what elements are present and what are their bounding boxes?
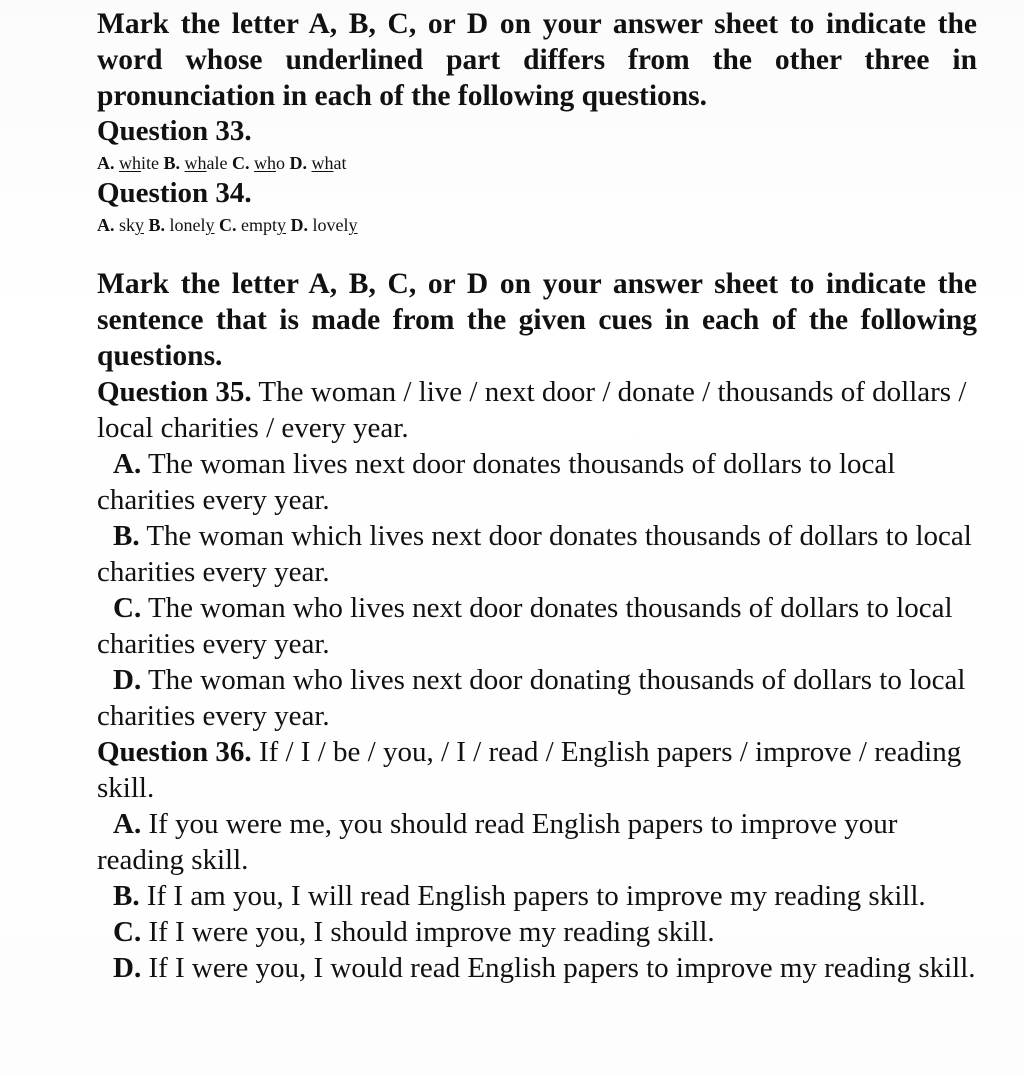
question-36-option-b <box>97 878 977 914</box>
question-34-options <box>97 212 977 238</box>
option-text: The woman lives next door donates thousands of dollars to local charities every year. <box>97 448 896 516</box>
q34-option-c-pre: empt <box>241 215 278 235</box>
question-35-option-c <box>97 590 977 662</box>
question-36-prompt-line <box>97 734 977 806</box>
q33-option-b-letter: B. <box>163 153 181 173</box>
option-text: The woman who lives next door donates thousands of dollars to local charities every year. <box>97 592 953 660</box>
option-letter: B. <box>113 520 140 552</box>
q33-option-a-rest: ite <box>141 153 159 173</box>
q33-option-a-letter: A. <box>97 153 115 173</box>
q33-option-d-underlined: wh <box>311 153 334 173</box>
q33-option-a-underlined: wh <box>119 153 141 173</box>
q33-option-c-letter: C. <box>232 153 250 173</box>
q34-option-c-underlined: y <box>277 215 287 235</box>
question-35-option-d <box>97 662 977 734</box>
q34-option-d-pre: lovel <box>312 215 349 235</box>
question-36-prompt: If / I / be / you, / I / read / English papers / improve / reading skill. <box>97 736 962 804</box>
question-33-title: Question 33. <box>97 115 252 147</box>
option-text: If I am you, I will read English papers to improve my reading skill. <box>146 880 926 912</box>
option-text: If I were you, I would read English papers to improve my reading skill. <box>148 952 976 984</box>
question-36-option-c <box>97 914 977 950</box>
section-gap <box>97 238 977 266</box>
q34-option-c-letter: C. <box>219 215 237 235</box>
q34-option-d-letter: D. <box>290 215 309 235</box>
q34-option-a-underlined: y <box>135 215 145 235</box>
q33-option-b-rest: ale <box>206 153 228 173</box>
q34-option-a-letter: A. <box>97 215 115 235</box>
option-letter: D. <box>113 664 142 696</box>
question-33-options <box>97 150 977 176</box>
question-35-prompt-line <box>97 374 977 446</box>
question-35-prompt: The woman / live / next door / donate / thousands of dollars / local charities / every year. <box>97 376 967 444</box>
q33-option-b-underlined: wh <box>184 153 207 173</box>
section2-instruction: Mark the letter A, B, C, or D on your answer sheet to indicate the sentence that is made from the given cues in each of the following questions. <box>97 268 977 372</box>
q34-option-d-underlined: y <box>348 215 358 235</box>
q34-option-a-pre: sk <box>119 215 136 235</box>
question-36-option-a <box>97 806 977 878</box>
q34-option-b-letter: B. <box>148 215 166 235</box>
option-text: The woman which lives next door donates thousands of dollars to local charities every year. <box>97 520 972 588</box>
option-letter: A. <box>113 448 142 480</box>
q34-option-b-underlined: y <box>205 215 215 235</box>
q33-option-c-rest: o <box>276 153 285 173</box>
option-text: If I were you, I should improve my reading skill. <box>148 916 715 948</box>
question-36-option-d <box>97 950 977 986</box>
option-text: The woman who lives next door donating thousands of dollars to local charities every year. <box>97 664 966 732</box>
question-36-title: Question 36. <box>97 736 252 768</box>
section1-instruction: Mark the letter A, B, C, or D on your answer sheet to indicate the word whose underlined part differs from the other three in pronunciation in each of the following questions. <box>97 8 977 112</box>
option-letter: C. <box>113 916 142 948</box>
option-letter: B. <box>113 880 140 912</box>
worksheet-content <box>97 6 977 986</box>
q33-option-d-rest: at <box>333 153 347 173</box>
option-letter: C. <box>113 592 142 624</box>
option-letter: D. <box>113 952 142 984</box>
question-35-title: Question 35. <box>97 376 252 408</box>
question-35-option-a <box>97 446 977 518</box>
question-35-option-b <box>97 518 977 590</box>
q34-option-b-pre: lonel <box>169 215 206 235</box>
question-34-title: Question 34. <box>97 177 252 209</box>
option-text: If you were me, you should read English papers to improve your reading skill. <box>97 808 898 876</box>
option-letter: A. <box>113 808 142 840</box>
q33-option-d-letter: D. <box>289 153 307 173</box>
q33-option-c-underlined: wh <box>254 153 276 173</box>
